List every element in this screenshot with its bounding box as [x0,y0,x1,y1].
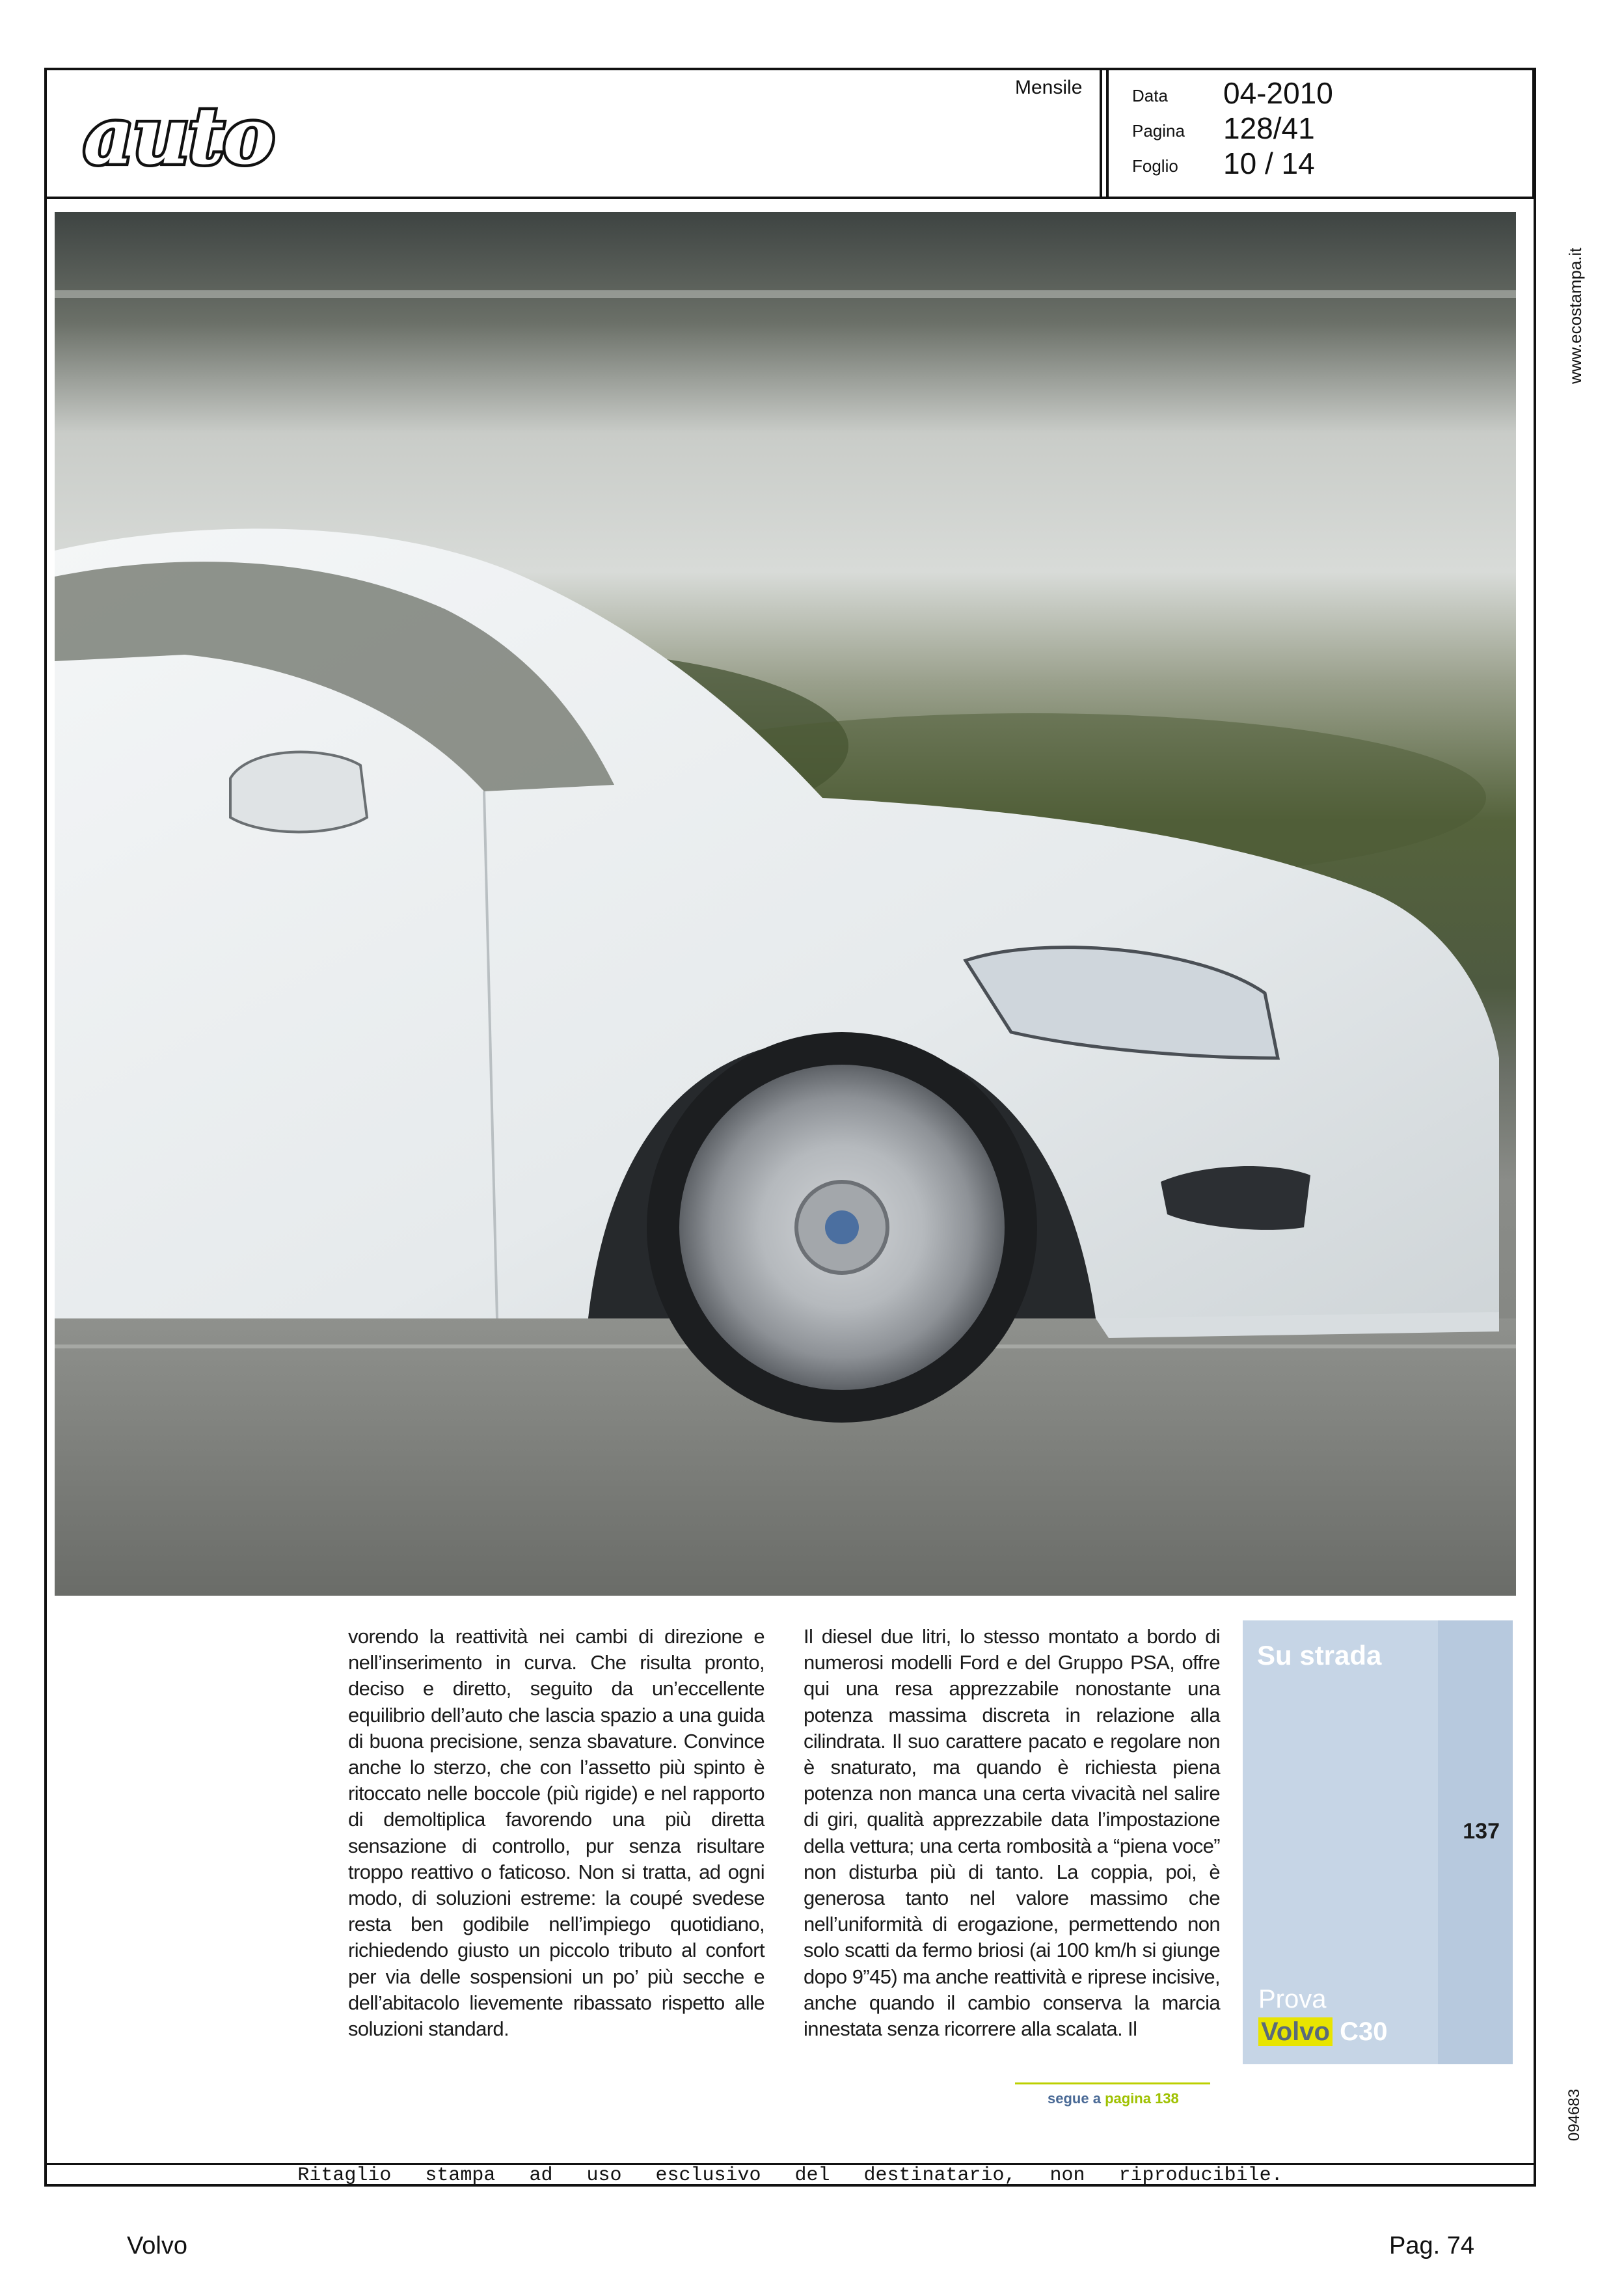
article-column-2 [804,1624,1220,2042]
header-vline-left [1100,68,1102,197]
meta-value-pagina: 128/41 [1223,111,1315,145]
header-vline-end [1532,68,1535,197]
frequency-label: Mensile [1015,77,1083,98]
meta-value-foglio: 10 / 14 [1223,146,1315,180]
article-column-1 [348,1624,765,2042]
meta-label-data: Data [1132,86,1168,105]
model-name: C30 [1340,2017,1388,2046]
section-box [1243,1620,1513,2064]
header-vline-right [1106,68,1109,197]
article-text-2: Il diesel due litri, lo stesso montato a bordo di numerosi modelli Ford e del Gruppo PSA, offre qui una resa apprezzabile nonostante una potenza massima discreta in relazione alla cilindrata. Il suo carattere pacato e regolare non è snaturato, ma quando è richiesta piena potenza non manca una certa vivacità nel salire di giri, qualità apprezzabile data l’impostazione della vettura; una certa rombosità a “piena voce” non disturba più di tanto. La coppia, poi, è generosa tanto nel valore massimo che nell’uniformità di erogazione, permettendo non solo scatti da fermo briosi (ai 100 km/h si giunge dopo 9”45) ma anche reattività e riprese incisive, anche quando il cambio conserva la marcia innestata senza ricorrere alla scalata. Il [804,1625,1220,2041]
continuation-page: pagina 138 [1105,2090,1179,2107]
brand-highlight: Volvo [1258,2017,1333,2046]
meta-label-foglio: Foglio [1132,156,1178,176]
section-model [1258,2017,1387,2047]
footer-page: Pag. 74 [1389,2232,1474,2259]
header-divider [44,197,1536,199]
side-code: 094683 [1565,2088,1583,2141]
disclaimer: Ritaglio stampa ad uso esclusivo del destinatario, non riproducibile. [297,2164,1283,2187]
magazine-logo: auto [83,90,274,182]
article-text-1: vorendo la reattività nei cambi di direzione e nell’inserimento in curva. Che risulta pronto, deciso e diretto, seguito da un’eccellente equilibrio dell’auto che lascia spazio a una guida di buona precisione, senza sbavature. Convince anche lo sterzo, che con l’assetto più spinto è ritoccato nelle boccole (più rigide) e nel rapporto di demoltiplica favorendo una più diretta sensazione di controllo, pur senza risultare troppo reattivo o faticoso. Non si tratta, ad ogni modo, di soluzioni estreme: la coupé svedese resta ben godibile nell’impiego quotidiano, richiedendo giusto un piccolo tributo al confort per via delle sospensioni un po’ più secche e dell’abitacolo lievemente ribassato rispetto alle soluzioni standard. [348,1625,765,2041]
footer-left: Volvo [127,2232,187,2259]
side-url: www.ecostampa.it [1565,247,1585,384]
car-photo [55,212,1516,1596]
section-page-number: 137 [1463,1819,1500,1844]
meta-label-pagina: Pagina [1132,121,1185,141]
continuation-note: segue a pagina 138 [1048,2090,1179,2107]
car-illustration [55,212,1516,1596]
meta-value-data: 04-2010 [1223,76,1333,110]
section-title: Su strada [1257,1640,1382,1671]
continuation-rule [1015,2082,1210,2084]
section-label: Prova [1258,1985,1327,2013]
